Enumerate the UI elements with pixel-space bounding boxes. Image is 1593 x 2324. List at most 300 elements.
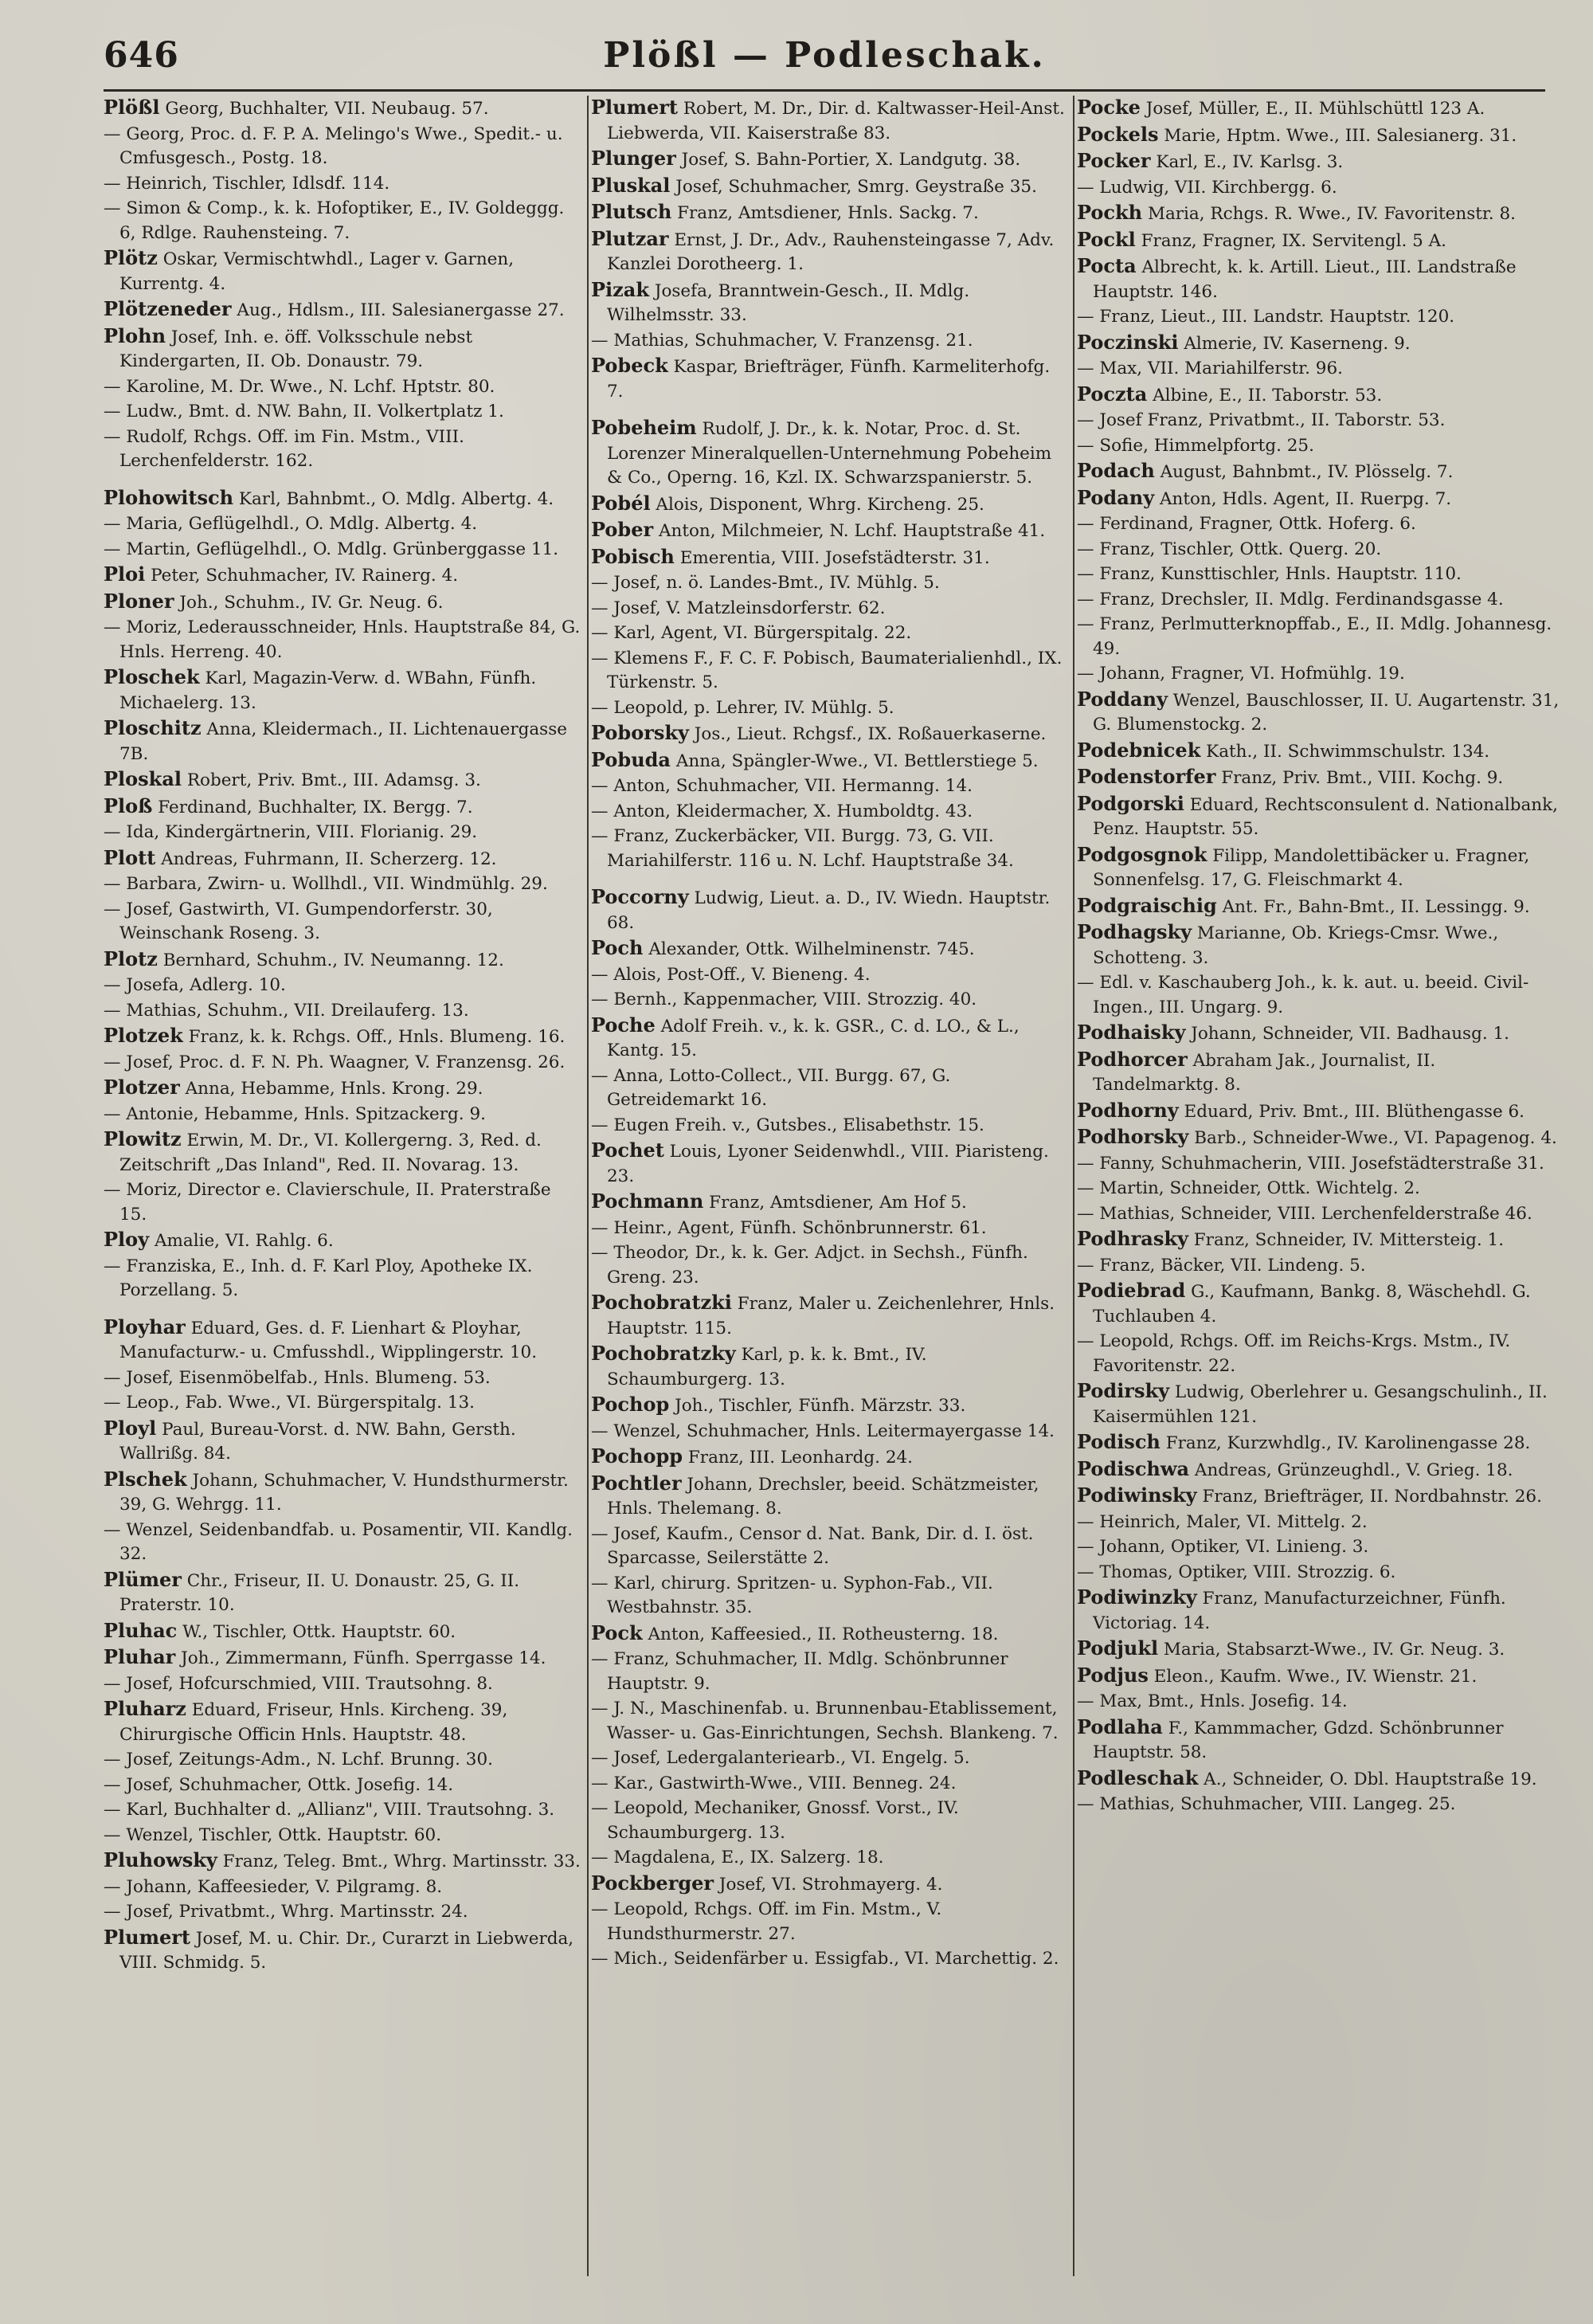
directory-entry (1077, 305, 1563, 330)
directory-entry (104, 846, 583, 872)
entry-surname: Podischwa (1077, 1456, 1190, 1480)
directory-entry (1077, 1152, 1563, 1177)
directory-entry (1077, 613, 1563, 661)
entry-details: Josef, Inh. e. öff. Volksschule nebst Kindergarten, II. Ob. Donaustr. 79. (119, 327, 473, 371)
entry-details: — Fanny, Schuhmacherin, VIII. Josefstädterstraße 31. (1077, 1153, 1544, 1174)
directory-entry (591, 571, 1069, 596)
entry-surname: Pochobratzki (591, 1291, 732, 1314)
entry-details: — Simon & Comp., k. k. Hofoptiker, E., IV. Goldeggg. 6, Rdlge. Rauhensteing. 7. (104, 198, 565, 243)
entry-details: — Martin, Schneider, Ottk. Wichtelg. 2. (1077, 1178, 1420, 1198)
entry-surname: Ployl (104, 1416, 157, 1440)
directory-entry (1077, 1535, 1563, 1560)
directory-entry (1077, 434, 1563, 459)
directory-entry (591, 1772, 1069, 1797)
entry-details: — Mathias, Schuhm., VII. Dreilauferg. 13. (104, 1000, 469, 1021)
directory-entry (104, 297, 583, 323)
directory-entry (104, 246, 583, 296)
entry-details: — Magdalena, E., IX. Salzerg. 18. (591, 1848, 884, 1867)
entry-details: — Georg, Proc. d. F. P. A. Melingo's Wwe., Spedit.- u. Cmfusgesch., Postg. 18. (104, 123, 563, 168)
directory-entry (1077, 792, 1563, 842)
entry-details: — Antonie, Hebamme, Hnls. Spitzackerg. 9. (104, 1103, 486, 1124)
entry-details: Kath., II. Schwimmschulstr. 134. (1200, 741, 1490, 762)
entry-details: — Franz, Bäcker, VII. Lindeng. 5. (1077, 1255, 1366, 1276)
directory-entry (1077, 459, 1563, 485)
entry-surname: Podenstorfer (1077, 765, 1216, 788)
directory-entry (1077, 1021, 1563, 1047)
entry-details: August, Bahnbmt., IV. Plösselg. 7. (1154, 462, 1454, 482)
directory-entry (104, 324, 583, 374)
directory-entry (104, 1900, 583, 1925)
entry-gap (104, 475, 583, 486)
directory-entry (104, 1103, 583, 1127)
directory-entry (1077, 123, 1563, 149)
entry-surname: Pocta (1077, 254, 1137, 277)
entry-details: Franz, Manufacturzeichner, Fünfh. Victoriag. 14. (1093, 1589, 1506, 1633)
entry-details: — Josefa, Adlerg. 10. (104, 975, 286, 995)
entry-details: G., Kaufmann, Bankg. 8, Wäschehdl. G. Tuchlauben 4. (1093, 1282, 1531, 1327)
directory-entry (1077, 1048, 1563, 1098)
entry-details: Eduard, Priv. Bmt., III. Blüthengasse 6. (1178, 1101, 1525, 1122)
entry-surname: Plutsch (591, 200, 672, 223)
entry-details: Almerie, IV. Kaserneng. 9. (1178, 333, 1411, 354)
directory-entry (1077, 1125, 1563, 1151)
entry-surname: Podebnicek (1077, 738, 1201, 762)
entry-details: — Ferdinand, Fragner, Ottk. Hoferg. 6. (1077, 514, 1416, 534)
directory-entry (591, 1523, 1069, 1571)
entry-surname: Pock (591, 1621, 643, 1644)
directory-entry (104, 538, 583, 562)
entry-details: Franz, Amtsdiener, Am Hof 5. (703, 1193, 967, 1213)
entry-details: Albine, E., II. Taborstr. 53. (1147, 385, 1383, 406)
directory-entry (104, 1926, 583, 1976)
directory-entry (104, 665, 583, 715)
entry-details: — Josef, Eisenmöbelfab., Hnls. Blumeng. 53. (104, 1367, 491, 1388)
directory-entry (1077, 1690, 1563, 1715)
directory-entry (591, 1420, 1069, 1444)
entry-surname: Poczinski (1077, 330, 1179, 354)
entry-details: Eduard, Rechtsconsulent d. Nationalbank, Penz. Hauptstr. 55. (1093, 794, 1559, 839)
directory-entry (1077, 1483, 1563, 1510)
entry-details: — Leopold, Rchgs. Off. im Reichs-Krgs. Mstm., IV. Favoritenstr. 22. (1077, 1331, 1511, 1376)
directory-entry (591, 329, 1069, 354)
entry-surname: Podgraischig (1077, 893, 1217, 917)
entry-details: — Wenzel, Schuhmacher, Hnls. Leitermayergasse 14. (591, 1421, 1055, 1441)
entry-details: — Johann, Optiker, VI. Linieng. 3. (1077, 1537, 1369, 1557)
directory-entry (104, 1672, 583, 1697)
entry-details: — Johann, Kaffeesieder, V. Pilgramg. 8. (104, 1876, 443, 1897)
entry-surname: Pobél (591, 491, 651, 515)
entry-details: Peter, Schuhmacher, IV. Rainerg. 4. (145, 566, 459, 586)
entry-details: Franz, III. Leonhardg. 24. (683, 1448, 914, 1468)
directory-entry (1077, 201, 1563, 227)
entry-surname: Pober (591, 518, 654, 541)
directory-entry (591, 1393, 1069, 1419)
entry-surname: Pluharz (104, 1697, 186, 1720)
entry-details: — Johann, Fragner, VI. Hofmühlg. 19. (1077, 664, 1405, 684)
directory-entry (1077, 1430, 1563, 1456)
directory-entry (591, 1114, 1069, 1138)
entry-details: Anton, Kaffeesied., II. Rotheusterng. 18. (642, 1624, 999, 1644)
page-number: 646 (104, 35, 179, 76)
entry-details: Josef, VI. Strohmayerg. 4. (714, 1874, 943, 1895)
directory-entry (1077, 176, 1563, 201)
entry-surname: Pizak (591, 277, 649, 301)
entry-details: — Franziska, E., Inh. d. F. Karl Ploy, Apotheke IX. Porzellang. 5. (104, 1256, 533, 1300)
entry-details: — Karoline, M. Dr. Wwe., N. Lchf. Hptstr. 80. (104, 376, 495, 397)
entry-surname: Pochtler (591, 1471, 682, 1495)
directory-entry (1077, 382, 1563, 409)
entry-details: — Josef, V. Matzleinsdorferstr. 62. (591, 598, 886, 618)
entry-details: Josef, S. Bahn-Portier, X. Landgutg. 38. (675, 150, 1021, 170)
entry-details: — Moriz, Lederausschneider, Hnls. Hauptstraße 84, G. Hnls. Herreng. 40. (104, 617, 581, 662)
directory-entry (104, 172, 583, 197)
directory-entry (1077, 765, 1563, 791)
entry-surname: Pochop (591, 1393, 670, 1416)
directory-entry (104, 1824, 583, 1848)
entry-surname: Ploi (104, 562, 146, 586)
entry-surname: Plschek (104, 1467, 187, 1491)
entry-details: — J. N., Maschinenfab. u. Brunnenbau-Etablissement, Wasser- u. Gas-Einrichtungen, Sechsh. Blankeng. 7. (591, 1699, 1059, 1743)
directory-entry (104, 1645, 583, 1671)
entry-details: — Ludw., Bmt. d. NW. Bahn, II. Volkertplatz 1. (104, 402, 504, 421)
entry-details: — Franz, Perlmutterknopffab., E., II. Mdlg. Johannesg. 49. (1077, 614, 1552, 659)
directory-entry (591, 200, 1069, 226)
entry-details: Josef, Müller, E., II. Mühlschüttl 123 A. (1140, 99, 1485, 119)
entry-surname: Plumert (104, 1925, 191, 1949)
directory-entry (591, 1648, 1069, 1696)
directory-entry (104, 821, 583, 845)
entry-surname: Pocker (1077, 149, 1151, 172)
entry-surname: Pluhar (104, 1645, 176, 1668)
entry-surname: Poccorny (591, 885, 689, 908)
directory-entry (1077, 331, 1563, 357)
directory-entry (591, 174, 1069, 200)
entry-details: Marie, Hptm. Wwe., III. Salesianerg. 31. (1158, 125, 1517, 146)
column-divider (1073, 96, 1074, 2276)
entry-surname: Pochet (591, 1138, 664, 1162)
directory-entry (1077, 409, 1563, 433)
entry-surname: Pluhac (104, 1618, 178, 1642)
entry-details: — Josef Franz, Privatbmt., II. Taborstr. 53. (1077, 410, 1446, 430)
entry-details: — Franz, Kunsttischler, Hnls. Hauptstr. 110. (1077, 564, 1462, 584)
entry-surname: Podhagsky (1077, 920, 1192, 943)
entry-details: Kaspar, Briefträger, Fünfh. Karmeliterhofg. 7. (607, 357, 1051, 402)
entry-details: Bernhard, Schuhm., IV. Neumanng. 12. (157, 950, 504, 970)
entry-details: — Moriz, Director e. Clavierschule, II. Praterstraße 15. (104, 1180, 551, 1225)
entry-details: Chr., Friseur, II. U. Donaustr. 25, G. II. Praterstr. 10. (119, 1570, 520, 1615)
directory-entry (1077, 1715, 1563, 1766)
entry-surname: Plotz (104, 946, 158, 970)
entry-details: — Edl. v. Kaschauberg Joh., k. k. aut. u. beeid. Civil-Ingen., III. Ungarg. 9. (1077, 973, 1529, 1017)
entry-details: Georg, Buchhalter, VII. Neubaug. 57. (159, 99, 489, 119)
entry-surname: Plott (104, 845, 156, 869)
entry-details: Andreas, Grünzeughdl., V. Grieg. 18. (1189, 1460, 1513, 1480)
entry-surname: Podleschak (1077, 1766, 1199, 1789)
directory-entry (591, 227, 1069, 277)
entry-surname: Podgosgnok (1077, 842, 1207, 866)
directory-entry (1077, 920, 1563, 970)
entry-surname: Ploy (104, 1228, 150, 1251)
entry-surname: Pobeheim (591, 416, 697, 439)
entry-details: Alois, Disponent, Whrg. Kircheng. 25. (650, 494, 984, 515)
entry-details: — Ludwig, VII. Kirchbergg. 6. (1077, 177, 1337, 198)
entry-surname: Poborsky (591, 721, 689, 744)
directory-entry (591, 1291, 1069, 1341)
entry-details: Anton, Hdls. Agent, II. Ruerpg. 7. (1154, 488, 1452, 509)
entry-details: Franz, Maler u. Zeichenlehrer, Hnls. Hauptstr. 115. (607, 1294, 1055, 1338)
entry-details: — Maria, Geflügelhdl., O. Mdlg. Albertg. 4. (104, 514, 478, 534)
directory-entry (104, 999, 583, 1024)
directory-entry (104, 123, 583, 171)
entry-details: Joh., Schuhm., IV. Gr. Neug. 6. (174, 592, 444, 613)
entry-details: Anna, Kleidermach., II. Lichtenauergasse 7B. (119, 719, 567, 764)
directory-entry (1077, 1379, 1563, 1429)
entry-surname: Plotzer (104, 1076, 180, 1099)
entry-details: — Mathias, Schneider, VIII. Lerchenfelderstraße 46. (1077, 1203, 1532, 1224)
entry-details: — Leopold, Mechaniker, Gnossf. Vorst., IV. Schaumburgerg. 13. (591, 1798, 959, 1843)
entry-details: — Anna, Lotto-Collect., VII. Burgg. 67, G. Getreidemarkt 16. (591, 1065, 951, 1110)
directory-entry (104, 1697, 583, 1747)
directory-entry (591, 696, 1069, 721)
directory-entry (591, 1013, 1069, 1064)
entry-surname: Podiwinzky (1077, 1585, 1197, 1609)
entry-surname: Pobisch (591, 544, 675, 568)
entry-details: Emerentia, VIII. Josefstädterstr. 31. (674, 547, 990, 568)
entry-details: — Josef, Gastwirth, VI. Gumpendorferstr. 30, Weinschank Roseng. 3. (104, 899, 493, 943)
entry-details: Eleon., Kaufm. Wwe., IV. Wienstr. 21. (1148, 1666, 1478, 1687)
entry-details: Franz, k. k. Rchgs. Off., Hnls. Blumeng. 16. (182, 1027, 566, 1047)
entry-surname: Pockl (1077, 227, 1136, 251)
directory-entry (1077, 254, 1563, 304)
directory-entry (591, 825, 1069, 873)
entry-surname: Pobeck (591, 354, 668, 377)
directory-entry (104, 1051, 583, 1076)
entry-details: — Sofie, Himmelpfortg. 25. (1077, 435, 1314, 456)
directory-entry (104, 400, 583, 425)
directory-entry (104, 1773, 583, 1798)
entry-gap (591, 405, 1069, 416)
column-2 (591, 96, 1069, 2292)
entry-details: Franz, Schneider, IV. Mittersteig. 1. (1188, 1230, 1505, 1250)
entry-details: Amalie, VI. Rahlg. 6. (149, 1231, 334, 1251)
directory-entry (1077, 1330, 1563, 1378)
entry-details: Ferdinand, Buchhalter, IX. Bergg. 7. (152, 797, 473, 817)
directory-entry (591, 721, 1069, 747)
directory-entry (591, 147, 1069, 173)
entry-details: — Mich., Seidenfärber u. Essigfab., VI. Marchettig. 2. (591, 1949, 1059, 1969)
directory-entry (591, 545, 1069, 571)
entry-details: — Mathias, Schuhmacher, VIII. Langeg. 25. (1077, 1794, 1456, 1814)
entry-details: Franz, Priv. Bmt., VIII. Kochg. 9. (1215, 768, 1504, 788)
entry-details: Ant. Fr., Bahn-Bmt., II. Lessingg. 9. (1216, 896, 1530, 917)
entry-details: A., Schneider, O. Dbl. Hauptstraße 19. (1198, 1769, 1537, 1789)
entry-details: Jos., Lieut. Rchgsf., IX. Roßauerkaserne. (688, 724, 1047, 744)
entry-surname: Podhaisky (1077, 1021, 1186, 1044)
entry-details: Oskar, Vermischtwhdl., Lager v. Garnen, Kurrentg. 4. (119, 249, 515, 294)
directory-entry (1077, 538, 1563, 562)
entry-details: Wenzel, Bauschlosser, II. U. Augartenstr. 31, G. Blumenstockg. 2. (1093, 690, 1560, 735)
entry-details: Adolf Freih. v., k. k. GSR., C. d. LO., & L., Kantg. 15. (607, 1016, 1020, 1060)
entry-details: Filipp, Mandolettibäcker u. Fragner, Sonnenfelsg. 17, G. Fleischmarkt 4. (1093, 845, 1530, 890)
entry-surname: Ployhar (104, 1315, 186, 1338)
directory-entry (591, 621, 1069, 646)
entry-details: Franz, Teleg. Bmt., Whrg. Martinsstr. 33. (217, 1852, 581, 1871)
entry-surname: Poche (591, 1013, 656, 1037)
directory-entry (1077, 688, 1563, 738)
entry-details: Maria, Rchgs. R. Wwe., IV. Favoritenstr. 8. (1142, 204, 1516, 224)
directory-entry (104, 872, 583, 897)
directory-entry (591, 1746, 1069, 1771)
entry-details: — Rudolf, Rchgs. Off. im Fin. Mstm., VIII. Lerchenfelderstr. 162. (104, 426, 464, 471)
entry-details: — Leopold, p. Lehrer, IV. Mühlg. 5. (591, 697, 894, 718)
directory-entry (104, 512, 583, 537)
entry-surname: Plohn (104, 323, 166, 347)
entry-surname: Plumert (591, 96, 679, 119)
directory-entry (104, 1024, 583, 1050)
directory-entry (1077, 588, 1563, 613)
entry-details: Louis, Lyoner Seidenwhdl., VIII. Piaristeng. 23. (607, 1142, 1049, 1186)
entry-details: Ludwig, Oberlehrer u. Gesangschulinh., II. Kaisermühlen 121. (1093, 1382, 1548, 1427)
entry-details: — Max, Bmt., Hnls. Josefig. 14. (1077, 1691, 1348, 1711)
entry-details: Anton, Milchmeier, N. Lchf. Hauptstraße 41. (653, 521, 1046, 541)
entry-surname: Podhrasky (1077, 1227, 1188, 1250)
directory-entry (1077, 1099, 1563, 1125)
directory-entry (104, 716, 583, 766)
directory-entry (1077, 1664, 1563, 1690)
entry-details: — Martin, Geflügelhdl., O. Mdlg. Grünberggasse 11. (104, 539, 559, 559)
directory-entry (1077, 1457, 1563, 1483)
entry-surname: Plötz (104, 246, 158, 269)
entry-surname: Pockh (1077, 201, 1143, 224)
entry-surname: Pluskal (591, 173, 671, 197)
entry-details: — Mathias, Schuhmacher, V. Franzensg. 21. (591, 330, 973, 351)
entry-details: Eduard, Friseur, Hnls. Kircheng. 39, Chirurgische Officin Hnls. Hauptstr. 48. (119, 1700, 508, 1745)
directory-entry (1077, 357, 1563, 382)
entry-surname: Poddany (1077, 687, 1168, 711)
directory-entry (591, 748, 1069, 774)
entry-details: Anna, Hebamme, Hnls. Krong. 29. (179, 1079, 483, 1099)
entry-surname: Poczta (1077, 382, 1148, 406)
column-3 (1077, 96, 1563, 2292)
directory-entry (104, 1315, 583, 1366)
directory-entry (591, 1846, 1069, 1871)
entry-surname: Plutzar (591, 226, 669, 250)
entry-details: — Leop., Fab. Wwe., VI. Bürgerspitalg. 13. (104, 1393, 475, 1413)
directory-entry (104, 1076, 583, 1102)
entry-details: — Franz, Tischler, Ottk. Querg. 20. (1077, 539, 1382, 559)
entry-details: Robert, M. Dr., Dir. d. Kaltwasser-Heil-Anst. Liebwerda, VII. Kaiserstraße 83. (607, 99, 1065, 143)
entry-surname: Ploß (104, 794, 153, 817)
entry-details: — Kar., Gastwirth-Wwe., VIII. Benneg. 24. (591, 1773, 957, 1793)
entry-details: Erwin, M. Dr., VI. Kollergerng. 3, Red. d. Zeitschrift „Das Inland", Red. II. Novarag. 13. (119, 1131, 542, 1175)
entry-surname: Podach (1077, 459, 1155, 482)
directory-entry (1077, 1793, 1563, 1817)
entry-details: — Franz, Lieut., III. Landstr. Hauptstr. 120. (1077, 307, 1455, 327)
entry-surname: Podisch (1077, 1430, 1161, 1453)
entry-details: — Klemens F., F. C. F. Pobisch, Baumaterialienhdl., IX. Türkenstr. 5. (591, 648, 1063, 692)
entry-details: Josef, Schuhmacher, Smrg. Geystraße 35. (670, 176, 1037, 197)
directory-entry (591, 416, 1069, 491)
entry-details: — Josef, Zeitungs-Adm., N. Lchf. Brunng. 30. (104, 1750, 493, 1769)
directory-entry (1077, 512, 1563, 537)
directory-entry (104, 1848, 583, 1875)
directory-entry (1077, 149, 1563, 175)
entry-details: — Anton, Schuhmacher, VII. Hermanng. 14. (591, 776, 973, 796)
directory-entry (104, 794, 583, 821)
directory-entry (591, 1898, 1069, 1946)
entry-surname: Pockels (1077, 122, 1159, 146)
directory-entry (104, 898, 583, 946)
entry-surname: Plunger (591, 147, 676, 170)
directory-entry (1077, 843, 1563, 893)
page-header (104, 35, 1545, 83)
directory-entry (104, 1568, 583, 1618)
directory-entry (591, 1572, 1069, 1621)
directory-entry (591, 1138, 1069, 1189)
entry-surname: Pockberger (591, 1871, 714, 1895)
entry-details: Johann, Schuhmacher, V. Hundsthurmerstr. 39, G. Wehrgg. 11. (119, 1470, 569, 1515)
entry-details: — Karl, Buchhalter d. „Allianz", VIII. Trautsohng. 3. (104, 1800, 555, 1820)
directory-entry (104, 616, 583, 664)
directory-entry (591, 1871, 1069, 1898)
directory-entry (1077, 894, 1563, 920)
directory-entry (591, 1241, 1069, 1290)
entry-surname: Plößl (104, 96, 160, 119)
directory-entry (104, 1875, 583, 1900)
entry-surname: Podhorsky (1077, 1125, 1189, 1148)
entry-details: — Bernh., Kappenmacher, VIII. Strozzig. 40. (591, 990, 977, 1009)
entry-details: — Leopold, Rchgs. Off. im Fin. Mstm., V. Hundsthurmerstr. 27. (591, 1899, 942, 1944)
entry-surname: Plowitz (104, 1127, 182, 1150)
entry-details: Josef, M. u. Chir. Dr., Curarzt in Liebwerda, VIII. Schmidg. 5. (119, 1928, 574, 1973)
directory-entry (1077, 739, 1563, 765)
entry-surname: Podhorny (1077, 1098, 1179, 1122)
entry-details: Karl, p. k. k. Bmt., IV. Schaumburgerg. 13. (607, 1345, 927, 1389)
entry-surname: Podiebrad (1077, 1279, 1186, 1302)
entry-details: Marianne, Ob. Kriegs-Cmsr. Wwe., Schotteng. 3. (1093, 923, 1499, 968)
directory-entry (104, 486, 583, 512)
directory-entry (591, 492, 1069, 518)
entry-details: — Wenzel, Tischler, Ottk. Hauptstr. 60. (104, 1824, 442, 1845)
entry-surname: Ploskal (104, 767, 182, 790)
entry-surname: Podirsky (1077, 1379, 1170, 1402)
entry-details: Abraham Jak., Journalist, II. Tandelmarktg. 8. (1093, 1050, 1436, 1095)
entry-surname: Pochopp (591, 1444, 683, 1468)
directory-entry (104, 96, 583, 122)
directory-entry (591, 1342, 1069, 1392)
entry-details: F., Kammmacher, Gdzd. Schönbrunner Hauptstr. 58. (1093, 1718, 1504, 1762)
entry-details: Paul, Bureau-Vorst. d. NW. Bahn, Gersth. Wallrißg. 84. (119, 1419, 516, 1464)
entry-surname: Pluhowsky (104, 1848, 217, 1871)
directory-entry (1077, 1511, 1563, 1535)
directory-entry (1077, 228, 1563, 254)
entry-details: — Josef, Schuhmacher, Ottk. Josefig. 14. (104, 1774, 454, 1795)
entry-details: — Alois, Post-Off., V. Bieneng. 4. (591, 964, 871, 985)
directory-entry (1077, 1279, 1563, 1329)
directory-entry (591, 1444, 1069, 1471)
entry-details: Franz, Kurzwhdlg., IV. Karolinengasse 28. (1160, 1433, 1531, 1453)
entry-surname: Pochobratzky (591, 1342, 736, 1365)
directory-entry (591, 963, 1069, 988)
directory-entry (104, 1127, 583, 1178)
directory-entry (591, 278, 1069, 328)
entry-details: — Franz, Schuhmacher, II. Mdlg. Schönbrunner Hauptstr. 9. (591, 1649, 1008, 1694)
directory-entry (591, 1797, 1069, 1845)
directory-entry (1077, 662, 1563, 687)
entry-details: Ludwig, Lieut. a. D., IV. Wiedn. Hauptstr. 68. (607, 888, 1051, 933)
entry-details: — Theodor, Dr., k. k. Ger. Adjct. in Sechsh., Fünfh. Greng. 23. (591, 1243, 1028, 1287)
entry-surname: Podany (1077, 485, 1155, 509)
